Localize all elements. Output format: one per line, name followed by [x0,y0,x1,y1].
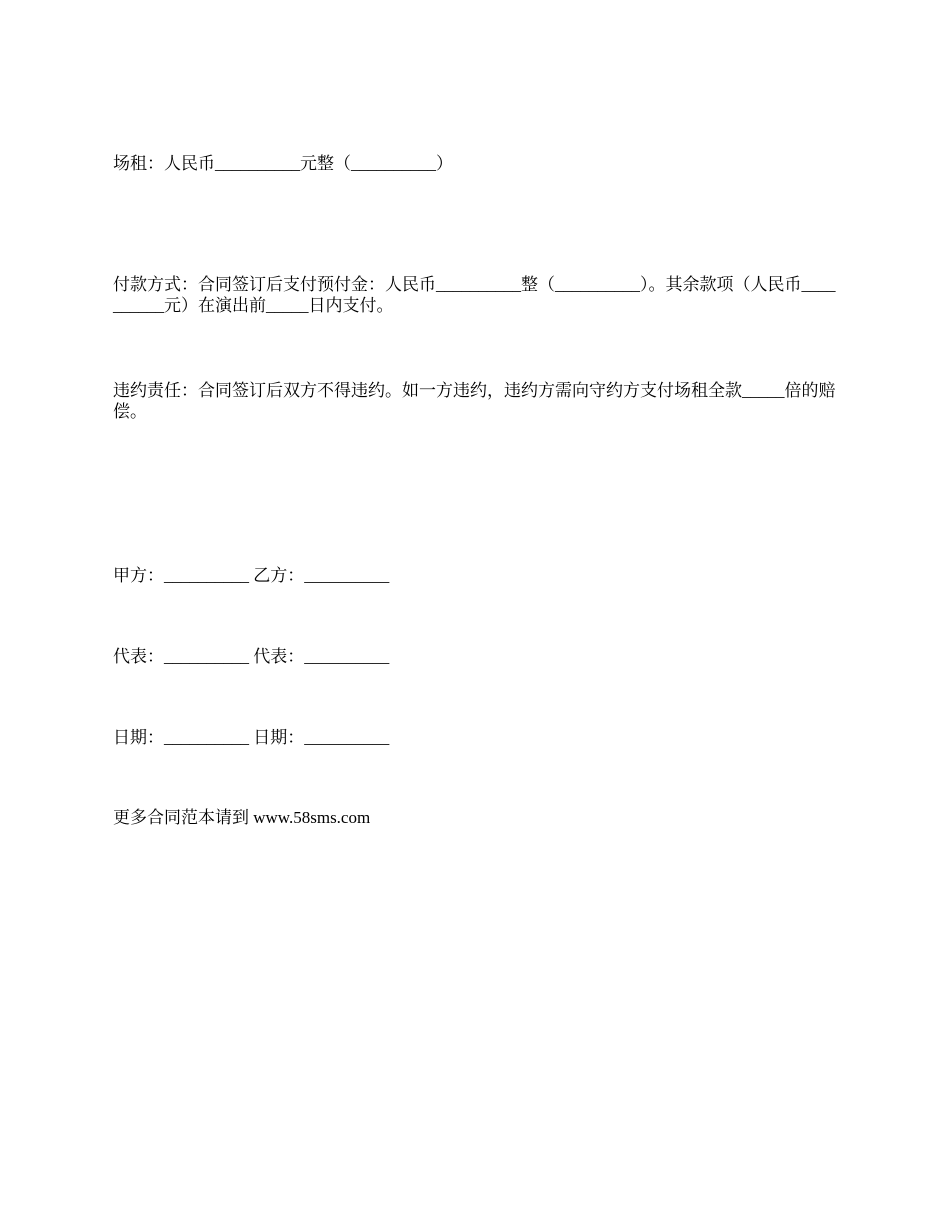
payment-clause: 付款方式：合同签订后支付预付金：人民币__________整（__________）。其余款项（人民币__________元）在演出前_____日内支付。 [113,275,836,315]
rent-clause: 场租：人民币__________元整（__________） [113,154,453,173]
signature-dates: 日期：__________ 日期：__________ [113,728,390,747]
signature-representatives: 代表：__________ 代表：__________ [113,647,390,666]
signature-parties: 甲方：__________ 乙方：__________ [113,566,390,585]
footer-link-text: 更多合同范本请到 www.58sms.com [113,808,371,827]
breach-clause: 违约责任：合同签订后双方不得违约。如一方违约，违约方需向守约方支付场租全款_____倍的赔偿。 [113,381,836,421]
